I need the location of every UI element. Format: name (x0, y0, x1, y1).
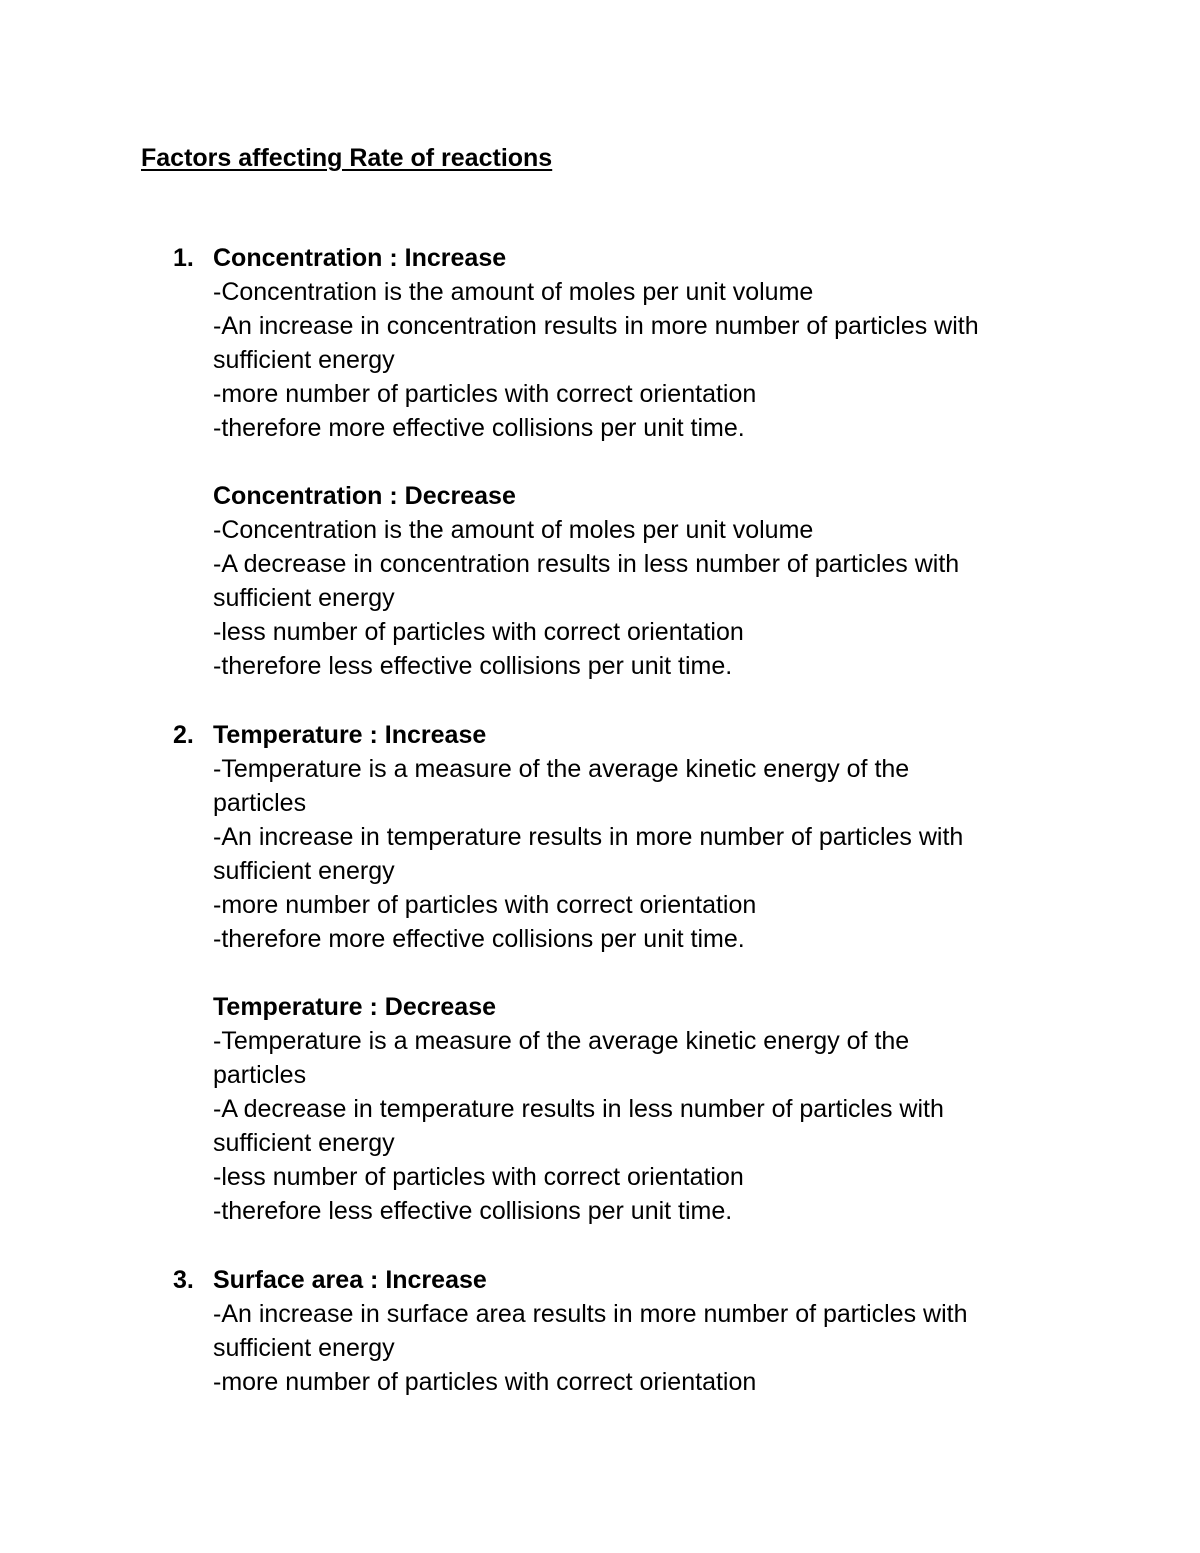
body-line: -less number of particles with correct orientation (213, 1163, 744, 1191)
section-body (213, 1024, 1073, 1228)
body-line: -An increase in concentration results in more number of particles with (213, 312, 979, 340)
body-line: -Temperature is a measure of the average kinetic energy of the (213, 755, 910, 783)
section-heading-text: Temperature : Decrease (213, 993, 497, 1021)
body-line: -more number of particles with correct orientation (213, 380, 757, 408)
body-line: -Concentration is the amount of moles per unit volume (213, 516, 814, 544)
section-heading-text: Surface area : Increase (213, 1266, 487, 1294)
section-heading (213, 990, 496, 1024)
section-body (213, 752, 1073, 956)
body-line: -therefore less effective collisions per unit time. (213, 652, 733, 680)
body-line: sufficient energy (213, 857, 395, 885)
section-number: 2. (173, 721, 194, 749)
section-number: 1. (173, 244, 194, 272)
body-line: particles (213, 1061, 307, 1089)
body-line: -therefore more effective collisions per unit time. (213, 414, 745, 442)
body-line: sufficient energy (213, 346, 395, 374)
body-line: -Temperature is a measure of the average kinetic energy of the (213, 1027, 910, 1055)
body-line: -more number of particles with correct orientation (213, 1368, 757, 1396)
body-line: -Concentration is the amount of moles per unit volume (213, 278, 814, 306)
section-heading-text: Concentration : Increase (213, 244, 507, 272)
section-heading-text: Concentration : Decrease (213, 482, 516, 510)
body-line: sufficient energy (213, 584, 395, 612)
section-body (213, 513, 1073, 683)
section-body (213, 275, 1073, 445)
body-line: sufficient energy (213, 1129, 395, 1157)
body-line: particles (213, 789, 307, 817)
section-heading (173, 241, 507, 275)
body-line: sufficient energy (213, 1334, 395, 1362)
document-title: Factors affecting Rate of reactions (141, 144, 553, 172)
body-line: -therefore less effective collisions per unit time. (213, 1197, 733, 1225)
body-line: -An increase in temperature results in more number of particles with (213, 823, 964, 851)
section-heading (213, 479, 516, 513)
section-body (213, 1297, 1073, 1399)
body-line: -more number of particles with correct orientation (213, 891, 757, 919)
body-line: -less number of particles with correct orientation (213, 618, 744, 646)
body-line: -A decrease in temperature results in less number of particles with (213, 1095, 944, 1123)
section-heading (173, 718, 487, 752)
section-number: 3. (173, 1266, 194, 1294)
section-heading (173, 1263, 487, 1297)
body-line: -A decrease in concentration results in less number of particles with (213, 550, 960, 578)
body-line: -therefore more effective collisions per unit time. (213, 925, 745, 953)
section-heading-text: Temperature : Increase (213, 721, 487, 749)
body-line: -An increase in surface area results in more number of particles with (213, 1300, 968, 1328)
